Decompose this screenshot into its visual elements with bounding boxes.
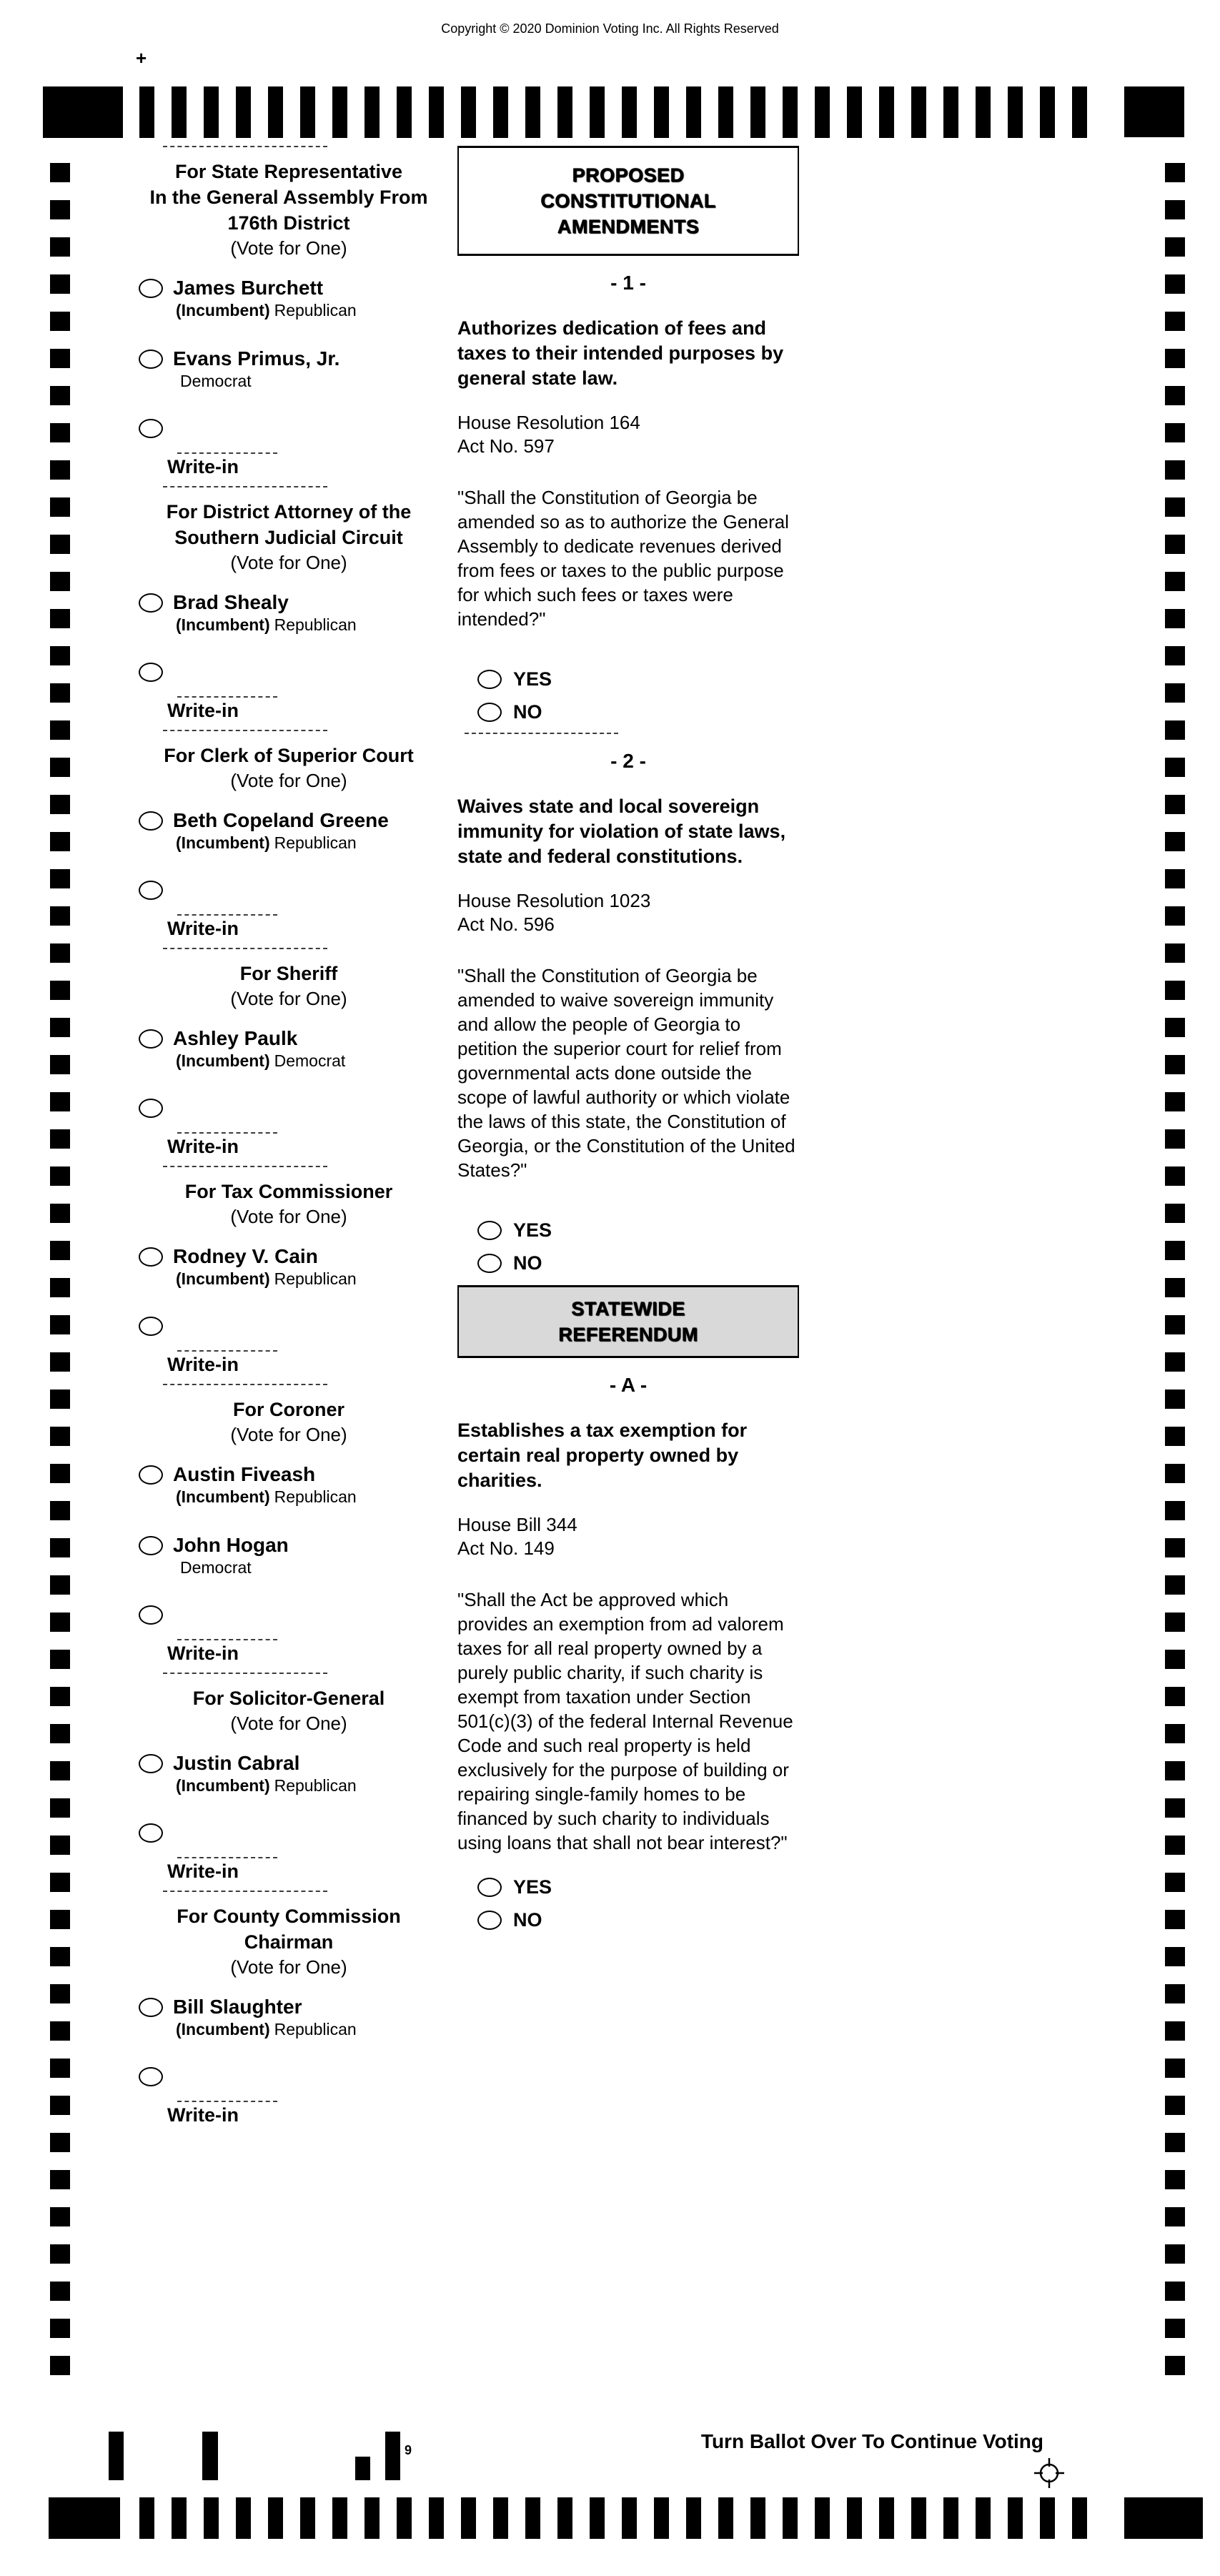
write-in-line[interactable]	[177, 1857, 277, 1858]
candidate-oval[interactable]	[139, 1029, 163, 1049]
contest-title: For County Commission Chairman	[177, 1906, 401, 1953]
write-in-block	[167, 2101, 450, 2126]
contest-title: For Solicitor-General	[192, 1688, 385, 1709]
candidate-name: Bill Slaughter	[173, 1996, 302, 2018]
write-in-block	[167, 1132, 450, 1157]
write-in-line[interactable]	[177, 1132, 277, 1134]
candidate-incumbent-label: (Incumbent)	[176, 2020, 270, 2038]
write-in-block	[167, 914, 450, 939]
no-label: NO	[513, 701, 542, 723]
candidate-name: John Hogan	[173, 1534, 289, 1556]
write-in-oval-row	[139, 1099, 450, 1118]
section-header-proposed-amendments: PROPOSED CONSTITUTIONAL AMENDMENTS	[457, 146, 799, 256]
write-in-oval[interactable]	[139, 419, 163, 438]
candidate-detail	[176, 615, 450, 634]
contest-separator	[163, 146, 327, 147]
contest-tax-commissioner	[127, 1166, 450, 1375]
write-in-block	[167, 1350, 450, 1375]
timing-marks-bottom	[139, 2497, 1101, 2539]
candidate-row	[127, 592, 450, 634]
write-in-label: Write-in	[167, 1136, 239, 1157]
measure-question: "Shall the Constitution of Georgia be amended to waive sovereign immunity and allow the people of Georgia to petition the superior court for relief from governmental acts done outside the scope of lawful authority or which violate the laws of this state, the Constitution of Georgia, or the Constitution of the United States?"	[457, 965, 795, 1181]
candidate-row	[127, 810, 450, 852]
candidate-name: Evans Primus, Jr.	[173, 347, 340, 370]
timing-block-bottom-right	[1124, 2497, 1203, 2539]
candidate-party: Democrat	[274, 1051, 346, 1070]
vote-instruction: (Vote for One)	[230, 1424, 347, 1445]
measure-number: - 1 -	[610, 272, 646, 294]
contest-district-attorney	[127, 486, 450, 721]
measure-references	[457, 1513, 799, 1560]
contest-separator	[163, 730, 327, 731]
ballot-id-bar	[202, 2432, 218, 2480]
candidate-party: Democrat	[180, 372, 252, 390]
candidate-incumbent-label: (Incumbent)	[176, 833, 270, 852]
contests-column	[127, 146, 450, 2134]
candidate-name: Beth Copeland Greene	[173, 809, 389, 831]
yes-choice-row	[457, 1876, 799, 1898]
contest-state-representative	[127, 146, 450, 477]
measure-number: - 2 -	[610, 750, 646, 772]
candidate-incumbent-label: (Incumbent)	[176, 1269, 270, 1288]
vote-instruction: (Vote for One)	[230, 988, 347, 1009]
write-in-oval-row	[139, 1317, 450, 1336]
write-in-oval[interactable]	[139, 881, 163, 900]
measure-question: "Shall the Constitution of Georgia be amended so as to authorize the General Assembly to dedicate revenues derived from fees or taxes to the public purpose for which such fees or taxes were intended?"	[457, 487, 789, 630]
write-in-oval[interactable]	[139, 663, 163, 682]
candidate-detail	[176, 1776, 450, 1795]
candidate-row	[127, 1535, 450, 1577]
yes-oval[interactable]	[477, 1878, 502, 1897]
vote-instruction: (Vote for One)	[230, 770, 347, 791]
yes-oval[interactable]	[477, 1221, 502, 1240]
measure-summary: Waives state and local sovereign immunity for violation of state laws, state and federal constitutions.	[457, 796, 786, 867]
write-in-oval[interactable]	[139, 1317, 163, 1336]
candidate-name: James Burchett	[173, 277, 324, 299]
contest-county-commission-chairman	[127, 1891, 450, 2126]
candidate-detail	[176, 2020, 450, 2038]
candidate-oval[interactable]	[139, 279, 163, 298]
candidate-incumbent-label: (Incumbent)	[176, 1487, 270, 1506]
write-in-oval-row	[139, 419, 450, 438]
contest-clerk-superior-court	[127, 730, 450, 939]
write-in-line[interactable]	[177, 1350, 277, 1352]
write-in-line[interactable]	[177, 696, 277, 698]
write-in-oval-row	[139, 663, 450, 682]
measure-referendum-a	[457, 1374, 799, 1931]
candidate-row	[127, 348, 450, 390]
candidate-oval[interactable]	[139, 1465, 163, 1485]
measure-separator	[465, 733, 618, 734]
no-label: NO	[513, 1252, 542, 1274]
write-in-oval-row	[139, 1823, 450, 1843]
measure-ref-line: House Bill 344	[457, 1514, 577, 1535]
candidate-party: Republican	[274, 1487, 357, 1506]
contest-solicitor-general	[127, 1673, 450, 1882]
contest-title: For State Representative In the General Assembly From 176th District	[149, 161, 428, 234]
yes-oval[interactable]	[477, 670, 502, 689]
candidate-oval[interactable]	[139, 811, 163, 831]
candidate-name: Ashley Paulk	[173, 1027, 298, 1049]
measure-amendment-1	[457, 272, 799, 734]
candidate-detail	[176, 1269, 450, 1288]
write-in-label: Write-in	[167, 1354, 239, 1375]
measure-ref-line: Act No. 149	[457, 1537, 555, 1559]
section-header-statewide-referendum: STATEWIDE REFERENDUM	[457, 1285, 799, 1358]
candidate-oval[interactable]	[139, 1754, 163, 1773]
no-choice-row	[457, 1909, 799, 1931]
candidate-incumbent-label: (Incumbent)	[176, 1051, 270, 1070]
ballot-id-bar	[385, 2432, 400, 2480]
candidate-party: Republican	[274, 2020, 357, 2038]
candidate-incumbent-label: (Incumbent)	[176, 615, 270, 634]
ballot-id-glyph: 9	[405, 2443, 412, 2457]
write-in-oval-row	[139, 881, 450, 900]
candidate-detail	[176, 1487, 450, 1506]
yes-choice-row	[457, 668, 799, 690]
write-in-oval-row	[139, 2067, 450, 2086]
candidate-oval[interactable]	[139, 593, 163, 613]
measure-ref-line: House Resolution 1023	[457, 890, 651, 911]
contest-coroner	[127, 1384, 450, 1664]
contest-sheriff	[127, 948, 450, 1157]
yes-choice-row	[457, 1219, 799, 1241]
candidate-detail	[176, 1051, 450, 1070]
candidate-name: Justin Cabral	[173, 1752, 300, 1774]
contest-title: For Clerk of Superior Court	[164, 745, 414, 766]
vote-instruction: (Vote for One)	[230, 1206, 347, 1227]
measure-number: - A -	[609, 1374, 648, 1396]
measure-summary: Establishes a tax exemption for certain real property owned by charities.	[457, 1420, 748, 1491]
timing-marks-right	[1165, 163, 1185, 2382]
candidate-row	[127, 1996, 450, 2038]
write-in-oval-row	[139, 1605, 450, 1625]
turn-ballot-instruction: Turn Ballot Over To Continue Voting	[700, 2430, 1043, 2452]
write-in-block	[167, 1857, 450, 1882]
measure-question: "Shall the Act be approved which provides an exemption from ad valorem taxes for all real property owned by a purely public charity, if such charity is exempt from taxation under Section 501(c)(3) of the federal Internal Revenue Code and such real property is held exclusively for the purpose of building or repairing single-family homes to be financed by such charity to individuals using loans that shall not bear interest?"	[457, 1589, 793, 1853]
write-in-oval[interactable]	[139, 1605, 163, 1625]
measure-references	[457, 889, 799, 936]
candidate-party: Republican	[274, 615, 357, 634]
timing-block-top-right	[1124, 86, 1184, 137]
write-in-label: Write-in	[167, 700, 239, 721]
contest-title: For Sheriff	[239, 963, 338, 984]
contest-separator	[163, 1891, 327, 1892]
no-choice-row	[457, 701, 799, 723]
no-oval[interactable]	[477, 1911, 502, 1930]
candidate-party: Republican	[274, 1776, 357, 1795]
write-in-line[interactable]	[177, 452, 277, 454]
contest-title: For District Attorney of the Southern Judicial Circuit	[166, 501, 412, 548]
contest-separator	[163, 948, 327, 949]
candidate-detail	[176, 1558, 450, 1577]
write-in-line[interactable]	[177, 1639, 277, 1640]
candidate-oval[interactable]	[139, 1247, 163, 1267]
candidate-party: Democrat	[180, 1558, 252, 1577]
write-in-block	[167, 1639, 450, 1664]
measures-column	[457, 146, 799, 1931]
candidate-row	[127, 277, 450, 319]
timing-block-bottom-left	[49, 2497, 120, 2539]
write-in-oval[interactable]	[139, 1823, 163, 1843]
write-in-label: Write-in	[167, 1643, 239, 1664]
write-in-label: Write-in	[167, 456, 239, 477]
candidate-name: Rodney V. Cain	[173, 1245, 318, 1267]
measure-references	[457, 411, 799, 458]
no-label: NO	[513, 1909, 542, 1931]
contest-title: For Coroner	[232, 1399, 344, 1420]
candidate-row	[127, 1753, 450, 1795]
no-oval[interactable]	[477, 703, 502, 722]
write-in-label: Write-in	[167, 2104, 239, 2126]
candidate-row	[127, 1028, 450, 1070]
measure-ref-line: House Resolution 164	[457, 412, 640, 433]
contest-separator	[163, 1384, 327, 1385]
write-in-oval[interactable]	[139, 1099, 163, 1118]
no-choice-row	[457, 1252, 799, 1274]
timing-marks-top	[139, 86, 1101, 138]
measure-ref-line: Act No. 597	[457, 435, 555, 457]
registration-crosshair-icon	[1033, 2457, 1065, 2492]
ballot-id-bar	[355, 2457, 370, 2480]
timing-block-top-left	[43, 86, 123, 138]
vote-instruction: (Vote for One)	[230, 1956, 347, 1978]
candidate-party: Republican	[274, 833, 357, 852]
candidate-incumbent-label: (Incumbent)	[176, 301, 270, 319]
copyright-notice: Copyright © 2020 Dominion Voting Inc. All Rights Reserved	[441, 21, 779, 36]
timing-marks-left	[50, 163, 70, 2382]
candidate-row	[127, 1246, 450, 1288]
candidate-row	[127, 1464, 450, 1506]
measure-ref-line: Act No. 596	[457, 913, 555, 935]
candidate-oval[interactable]	[139, 1998, 163, 2017]
yes-label: YES	[513, 1876, 552, 1898]
vote-instruction: (Vote for One)	[230, 237, 347, 259]
write-in-label: Write-in	[167, 918, 239, 939]
candidate-detail	[176, 833, 450, 852]
candidate-name: Austin Fiveash	[173, 1463, 316, 1485]
write-in-oval[interactable]	[139, 2067, 163, 2086]
vote-instruction: (Vote for One)	[230, 552, 347, 573]
no-oval[interactable]	[477, 1254, 502, 1273]
write-in-label: Write-in	[167, 1861, 239, 1882]
registration-plus-mark: +	[136, 47, 147, 69]
candidate-detail	[176, 372, 450, 390]
measure-summary: Authorizes dedication of fees and taxes to their intended purposes by general state law.	[457, 317, 784, 389]
candidate-name: Brad Shealy	[173, 591, 289, 613]
write-in-block	[167, 696, 450, 721]
contest-separator	[163, 1673, 327, 1674]
contest-separator	[163, 486, 327, 487]
write-in-line[interactable]	[177, 914, 277, 916]
candidate-party: Republican	[274, 301, 357, 319]
yes-label: YES	[513, 668, 552, 690]
candidate-party: Republican	[274, 1269, 357, 1288]
candidate-incumbent-label: (Incumbent)	[176, 1776, 270, 1795]
candidate-oval[interactable]	[139, 350, 163, 369]
measure-amendment-2	[457, 750, 799, 1274]
contest-title: For Tax Commissioner	[184, 1181, 393, 1202]
ballot-id-bar	[109, 2432, 124, 2480]
vote-instruction: (Vote for One)	[230, 1713, 347, 1734]
candidate-detail	[176, 301, 450, 319]
yes-label: YES	[513, 1219, 552, 1241]
write-in-line[interactable]	[177, 2101, 277, 2102]
write-in-block	[167, 452, 450, 477]
candidate-oval[interactable]	[139, 1536, 163, 1555]
contest-separator	[163, 1166, 327, 1167]
